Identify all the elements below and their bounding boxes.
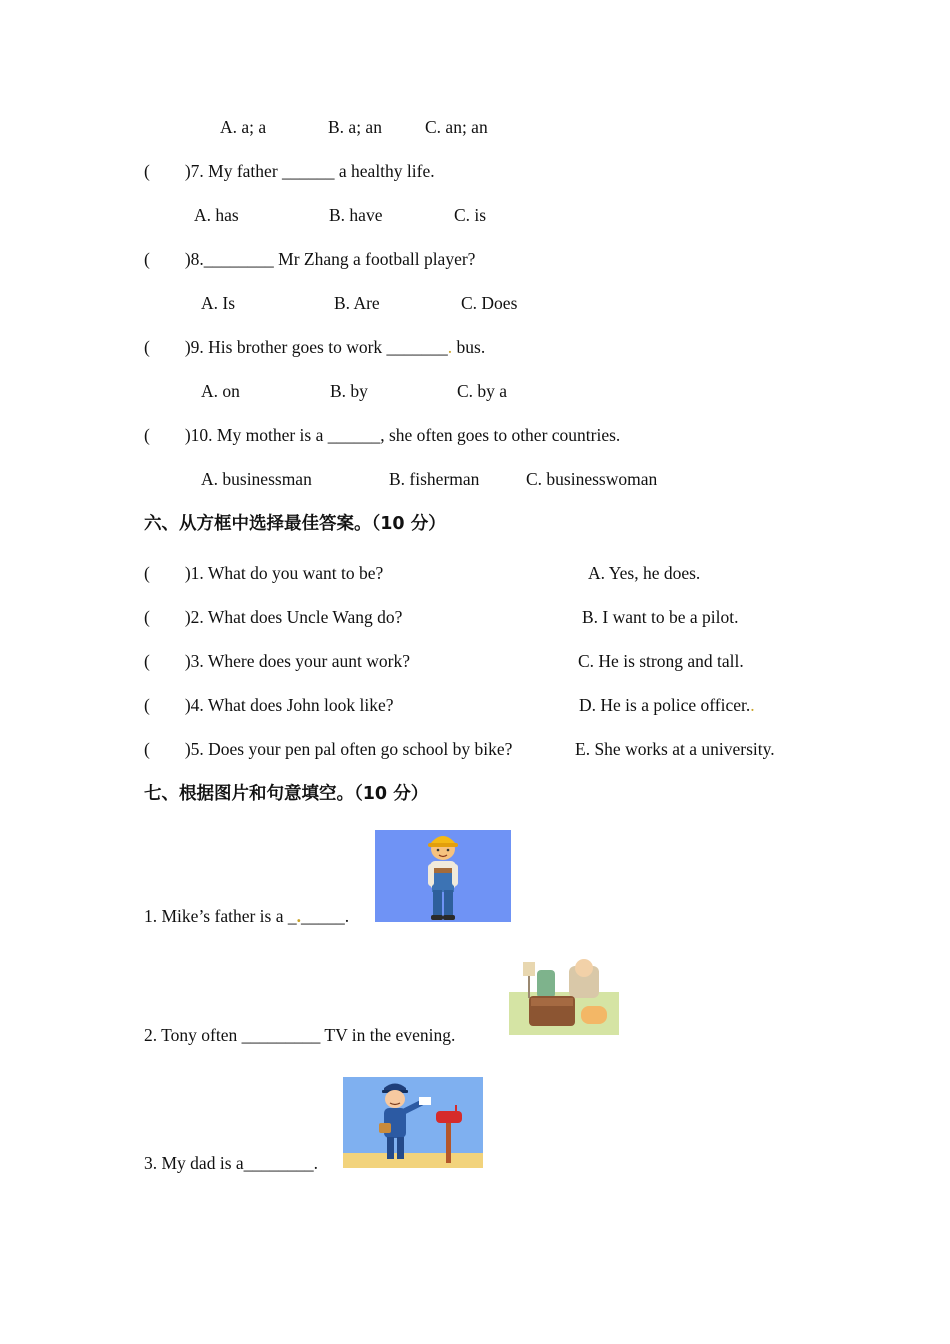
section-heading: 六、从方框中选择最佳答案。（10 分）	[144, 514, 446, 534]
match-answer: B. I want to be a pilot.	[582, 607, 739, 627]
match-question: ( )4. What does John look like?	[144, 695, 394, 715]
match-question: ( )3. Where does your aunt work?	[144, 651, 410, 671]
option-b: B. fisherman	[389, 469, 480, 489]
question-stem: ( )10. My mother is a ______, she often goes to other countries.	[144, 425, 621, 445]
option-a: A. on	[201, 381, 240, 401]
option-a: A. businessman	[201, 469, 312, 489]
option-a: A. a; a	[220, 117, 267, 137]
question-stem: ( )9. His brother goes to work _______. bus.	[144, 337, 486, 357]
option-c: C. an; an	[425, 117, 488, 137]
match-answer: C. He is strong and tall.	[578, 651, 744, 671]
option-c: C. Does	[461, 293, 518, 313]
option-a: A. has	[194, 205, 239, 225]
match-answer: D. He is a police officer..	[579, 695, 755, 715]
match-answer: A. Yes, he does.	[588, 563, 701, 583]
watching-tv-illustration	[509, 952, 619, 1035]
worker-illustration	[375, 830, 511, 922]
match-question: ( )1. What do you want to be?	[144, 563, 384, 583]
option-c: C. is	[454, 205, 487, 225]
match-question: ( )5. Does your pen pal often go school by bike?	[144, 739, 513, 759]
option-b: B. by	[330, 381, 368, 401]
section-heading: 七、根据图片和句意填空。（10 分）	[144, 784, 429, 804]
match-answer: E. She works at a university.	[575, 739, 775, 759]
option-c: C. businesswoman	[526, 469, 658, 489]
option-b: B. Are	[334, 293, 380, 313]
question-stem: ( )8.________ Mr Zhang a football player?	[144, 249, 476, 269]
question-stem: ( )7. My father ______ a healthy life.	[144, 161, 435, 181]
postman-illustration	[343, 1077, 483, 1168]
option-c: C. by a	[457, 381, 508, 401]
option-a: A. Is	[201, 293, 236, 313]
fill-blank-item: 2. Tony often _________ TV in the evening.	[144, 1025, 456, 1045]
fill-blank-item: 1. Mike’s father is a _._____.	[144, 906, 350, 926]
match-question: ( )2. What does Uncle Wang do?	[144, 607, 403, 627]
fill-blank-item: 3. My dad is a________.	[144, 1153, 319, 1173]
option-b: B. a; an	[328, 117, 382, 137]
option-b: B. have	[329, 205, 383, 225]
